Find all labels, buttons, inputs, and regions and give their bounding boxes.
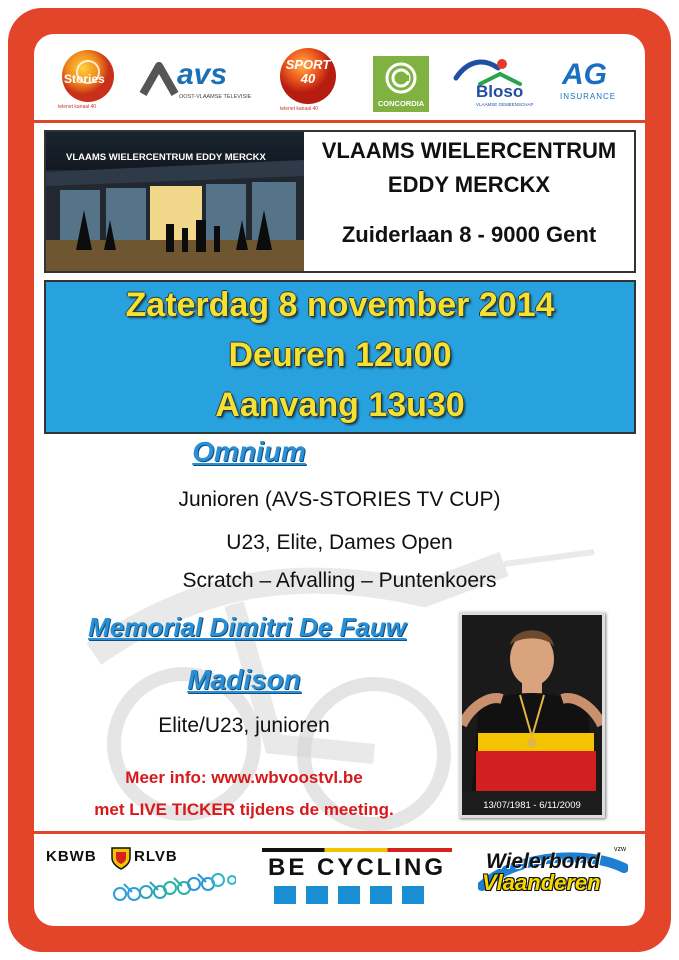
start-time: Aanvang 13u30 <box>215 386 465 424</box>
avs-label: avs <box>177 58 228 91</box>
rlvb-label: RLVB <box>134 848 178 865</box>
sport40-label: SPORT 40 <box>285 57 331 86</box>
venue-photo-sign: VLAAMS WIELERCENTRUM EDDY MERCKX <box>66 152 266 163</box>
discipline-icon <box>338 886 360 904</box>
cyclists-icon <box>46 870 236 904</box>
venue-name-line1: VLAAMS WIELERCENTRUM <box>321 138 617 163</box>
info-line-2: met LIVE TICKER tijdens de meeting. <box>94 800 394 819</box>
crest-icon <box>110 846 132 870</box>
wielerbond-label-2: Vlaanderen <box>482 870 601 895</box>
wielerbond-vzw: vzw <box>614 846 627 853</box>
bloso-sub: VLAAMSE GEMEENSCHAP <box>476 102 534 107</box>
concordia-label: CONCORDIA <box>377 99 425 108</box>
info-line-1: Meer info: www.wbvoostvl.be <box>125 768 363 787</box>
event-date: Zaterdag 8 november 2014 <box>125 286 555 324</box>
be-cycling-label: BE CYCLING <box>267 854 446 881</box>
omnium-line-3: Scratch – Afvalling – Puntenkoers <box>182 569 497 592</box>
doors-time: Deuren 12u00 <box>228 336 452 374</box>
ag-label: AG <box>562 58 607 91</box>
memorial-portrait <box>459 612 605 818</box>
be-cycling-logo <box>262 848 452 908</box>
avs-sub: OOST-VLAAMSE TELEVISIE <box>179 94 252 100</box>
venue-name-line2: EDDY MERCKX <box>387 172 551 197</box>
omnium-line-2: U23, Elite, Dames Open <box>226 531 453 554</box>
stories-sub: telenet kanaal 40 <box>58 104 97 110</box>
discipline-icon <box>402 886 424 904</box>
kbwb-label: KBWB <box>46 848 97 865</box>
divider-footer <box>34 831 645 834</box>
sport40-sub: telenet kanaal 40 <box>280 106 319 112</box>
discipline-icon <box>274 886 296 904</box>
kbwb-rlvb-logo <box>46 846 236 906</box>
omnium-heading: Omnium <box>192 436 306 467</box>
bloso-label: Bloso <box>476 82 524 101</box>
omnium-line-1: Junioren (AVS-STORIES TV CUP) <box>178 488 501 511</box>
portrait-caption: 13/07/1981 - 6/11/2009 <box>483 800 581 811</box>
wielerbond-vlaanderen-logo <box>478 846 628 908</box>
venue-address: Zuiderlaan 8 - 9000 Gent <box>341 222 597 247</box>
stories-label: Stories <box>64 72 105 86</box>
discipline-icon <box>370 886 392 904</box>
memorial-heading: Memorial Dimitri De Fauw <box>88 612 406 642</box>
poster <box>34 34 645 926</box>
madison-heading: Madison <box>187 664 301 695</box>
discipline-icon <box>306 886 328 904</box>
ag-sub: INSURANCE <box>560 92 617 101</box>
madison-line: Elite/U23, junioren <box>158 714 330 737</box>
wielerbond-label-1: Wielerbond <box>486 850 601 873</box>
program <box>34 34 645 926</box>
